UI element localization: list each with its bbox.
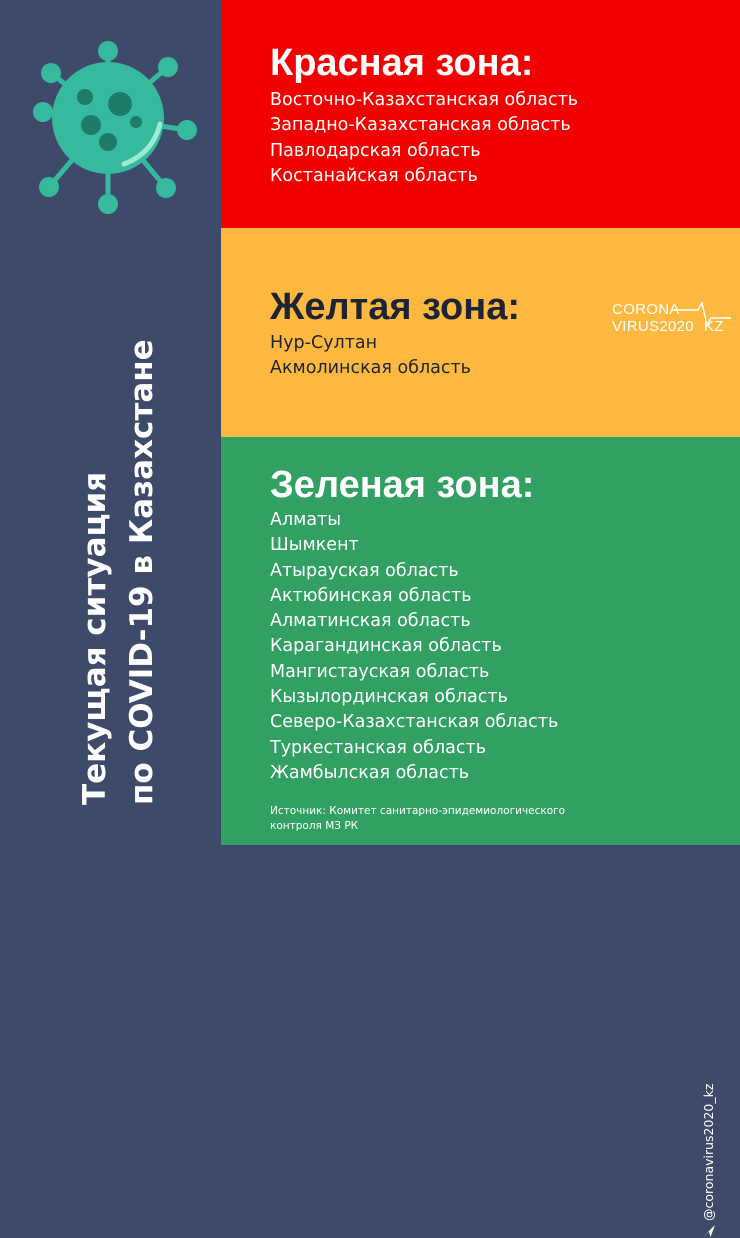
vertical-title — [72, 0, 166, 805]
telegram-send-icon — [702, 1224, 716, 1238]
list-item: Костанайская область — [270, 165, 478, 186]
green-zone-list — [270, 508, 558, 786]
logo-line-2-text: VIRUS2020 — [612, 318, 694, 335]
coronavirus-logo — [612, 301, 732, 337]
list-item: Восточно-Казахстанская область — [270, 90, 579, 110]
social-handle: @coronavirus2020_kz — [701, 1083, 716, 1221]
red-zone-list — [270, 88, 578, 189]
yellow-zone-panel — [221, 228, 740, 437]
list-item: Актюбинская область — [270, 585, 472, 606]
list-item: Мангистауская область — [270, 661, 490, 682]
title-line-1: Текущая ситуация — [77, 471, 113, 805]
logo-suffix: KZ — [703, 318, 724, 335]
list-item: Западно-Казахстанская область — [270, 115, 571, 136]
yellow-zone-list — [270, 331, 471, 382]
title-line-2: по COVID-19 в Казахстане — [124, 339, 160, 805]
sidebar-panel — [0, 0, 221, 845]
list-item: Павлодарская область — [270, 140, 481, 161]
green-zone-panel — [221, 437, 740, 1221]
logo-line-1: CORONA — [612, 301, 680, 318]
red-zone-title: Красная зона: — [270, 42, 534, 84]
list-item: Нур-Султан — [270, 333, 378, 353]
yellow-zone-title: Желтая зона: — [270, 286, 520, 328]
source-note: Источник: Комитет санитарно-эпидемиологического контроля МЗ РК — [270, 805, 566, 832]
list-item: Акмолинская область — [270, 358, 471, 379]
list-item: Шымкент — [270, 535, 359, 556]
red-zone-panel — [221, 0, 740, 228]
list-item: Кызылординская область — [270, 687, 508, 708]
list-item: Карагандинская область — [270, 636, 502, 657]
list-item: Туркестанская область — [270, 737, 487, 758]
list-item: Алматы — [270, 510, 342, 530]
list-item: Алматинская область — [270, 611, 471, 632]
green-zone-title: Зеленая зона: — [270, 464, 535, 506]
list-item: Северо-Казахстанская область — [270, 712, 559, 733]
list-item: Жамбылская область — [270, 762, 470, 783]
list-item: Атырауская область — [270, 560, 459, 581]
heartbeat-icon — [612, 301, 732, 337]
